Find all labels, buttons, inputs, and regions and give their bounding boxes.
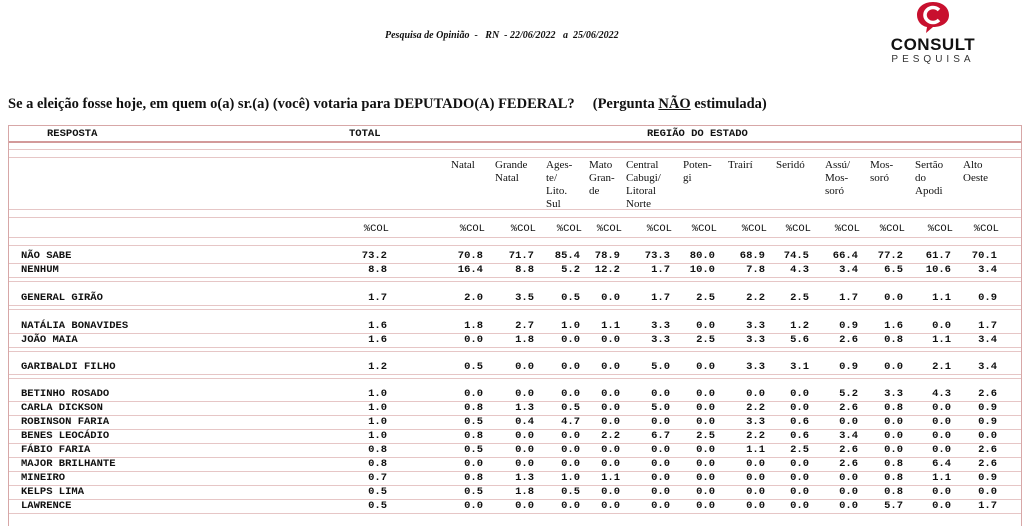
region-value: 2.6 [978, 458, 997, 470]
region-value: 0.0 [932, 500, 951, 512]
region-value: 71.7 [508, 250, 534, 262]
pct-col-label: %COL [741, 223, 767, 235]
consult-logo [884, 0, 982, 70]
region-value: 66.4 [832, 250, 858, 262]
region-value: 3.4 [978, 264, 997, 276]
pct-col-label: %COL [785, 223, 811, 235]
total-value: 0.5 [368, 500, 387, 512]
logo-name: CONSULT [890, 35, 976, 54]
report-header: Pesquisa de Opinião - RN - 22/06/2022 a 25/06/2022 [385, 30, 619, 41]
row-divider [9, 217, 1021, 218]
region-value: 0.9 [978, 402, 997, 414]
region-value: 0.0 [932, 444, 951, 456]
region-value: 78.9 [594, 250, 620, 262]
region-value: 2.7 [515, 320, 534, 332]
pct-col-label: %COL [459, 223, 485, 235]
respondent-name: NENHUM [21, 264, 59, 276]
region-value: 2.0 [464, 292, 483, 304]
row-divider [9, 378, 1021, 379]
region-value: 0.0 [790, 486, 809, 498]
region-value: 73.3 [644, 250, 670, 262]
respondent-name: BENES LEOCÁDIO [21, 430, 110, 442]
region-value: 5.0 [651, 402, 670, 414]
region-value: 0.0 [601, 500, 620, 512]
region-value: 3.4 [978, 334, 997, 346]
pct-col-label: %COL [927, 223, 953, 235]
region-value: 0.0 [651, 444, 670, 456]
region-value: 3.3 [746, 334, 765, 346]
row-divider [9, 237, 1021, 238]
region-value: 3.3 [746, 361, 765, 373]
region-value: 0.0 [696, 361, 715, 373]
region-value: 0.6 [790, 430, 809, 442]
total-value: 1.7 [368, 292, 387, 304]
region-value: 0.4 [515, 416, 534, 428]
region-value: 0.0 [932, 416, 951, 428]
region-value: 0.0 [790, 388, 809, 400]
total-value: 1.0 [368, 388, 387, 400]
region-value: 2.2 [601, 430, 620, 442]
region-value: 0.0 [696, 388, 715, 400]
region-value: 0.6 [790, 416, 809, 428]
region-value: 4.3 [790, 264, 809, 276]
region-value: 0.0 [464, 458, 483, 470]
region-value: 0.5 [464, 444, 483, 456]
region-value: 0.8 [884, 334, 903, 346]
region-value: 0.8 [464, 472, 483, 484]
region-value: 7.8 [746, 264, 765, 276]
row-divider [9, 281, 1021, 282]
pct-col-label: %COL [646, 223, 672, 235]
region-value: 68.9 [739, 250, 765, 262]
region-value: 16.4 [457, 264, 483, 276]
region-value: 1.2 [790, 320, 809, 332]
region-value: 3.3 [651, 334, 670, 346]
region-value: 0.0 [561, 444, 580, 456]
region-value: 0.0 [696, 458, 715, 470]
region-value: 4.7 [561, 416, 580, 428]
region-value: 4.3 [932, 388, 951, 400]
region-value: 0.0 [884, 292, 903, 304]
region-value: 0.0 [746, 486, 765, 498]
region-value: 0.0 [601, 486, 620, 498]
total-value: 1.0 [368, 416, 387, 428]
region-column-header: Natal [451, 159, 475, 171]
region-value: 1.3 [515, 402, 534, 414]
region-value: 0.8 [884, 458, 903, 470]
region-value: 0.0 [696, 320, 715, 332]
region-column-header: Trairí [728, 159, 753, 171]
region-value: 0.5 [464, 416, 483, 428]
region-column-header: Grande Natal [495, 159, 528, 184]
respondent-name: ROBINSON FARIA [21, 416, 110, 428]
region-value: 0.0 [839, 416, 858, 428]
region-value: 12.2 [594, 264, 620, 276]
region-value: 0.0 [884, 430, 903, 442]
region-value: 1.1 [932, 472, 951, 484]
respondent-name: LAWRENCE [21, 500, 72, 512]
question-part2: estimulada) [690, 96, 767, 112]
region-value: 0.0 [515, 430, 534, 442]
region-value: 2.6 [839, 458, 858, 470]
region-value: 0.0 [601, 361, 620, 373]
region-value: 2.6 [839, 334, 858, 346]
region-value: 0.0 [515, 444, 534, 456]
region-value: 0.0 [746, 472, 765, 484]
total-header: TOTAL [349, 128, 381, 140]
region-value: 1.7 [839, 292, 858, 304]
respondent-name: NATÁLIA BONAVIDES [21, 320, 129, 332]
pct-col-label: %COL [879, 223, 905, 235]
region-value: 0.0 [884, 416, 903, 428]
region-value: 0.0 [932, 402, 951, 414]
region-value: 2.6 [978, 388, 997, 400]
region-value: 0.0 [696, 416, 715, 428]
region-value: 5.2 [839, 388, 858, 400]
region-value: 0.8 [464, 430, 483, 442]
region-value: 3.4 [839, 430, 858, 442]
region-value: 0.9 [978, 416, 997, 428]
row-divider [9, 209, 1021, 210]
region-value: 77.2 [877, 250, 903, 262]
total-value: 1.0 [368, 430, 387, 442]
region-value: 3.3 [746, 416, 765, 428]
region-value: 1.3 [515, 472, 534, 484]
region-value: 3.3 [651, 320, 670, 332]
logo-mark-icon [914, 0, 952, 34]
region-value: 1.8 [464, 320, 483, 332]
region-value: 3.4 [839, 264, 858, 276]
region-value: 0.0 [696, 444, 715, 456]
region-value: 0.8 [464, 402, 483, 414]
region-value: 0.8 [884, 486, 903, 498]
total-value: 0.5 [368, 486, 387, 498]
region-value: 2.5 [696, 430, 715, 442]
row-divider [9, 374, 1021, 375]
region-value: 10.6 [925, 264, 951, 276]
region-value: 0.0 [464, 500, 483, 512]
region-value: 0.0 [651, 500, 670, 512]
pct-col-label: %COL [691, 223, 717, 235]
row-divider [9, 309, 1021, 310]
total-value: 1.6 [368, 320, 387, 332]
region-value: 0.0 [932, 430, 951, 442]
question-part1: Se a eleição fosse hoje, em quem o(a) sr.(a) (você) votaria para DEPUTADO(A) FEDERAL? (Pergunta [8, 96, 659, 112]
region-column-header: Mos- soró [870, 159, 894, 184]
region-value: 0.0 [601, 458, 620, 470]
region-value: 0.0 [561, 334, 580, 346]
region-value: 2.6 [839, 444, 858, 456]
region-value: 2.5 [790, 292, 809, 304]
region-value: 0.0 [696, 472, 715, 484]
pct-col-label: %COL [596, 223, 622, 235]
region-value: 2.5 [696, 292, 715, 304]
total-value: 1.2 [368, 361, 387, 373]
region-column-header: Seridó [776, 159, 805, 171]
region-value: 0.0 [464, 388, 483, 400]
region-value: 5.6 [790, 334, 809, 346]
row-divider [9, 351, 1021, 352]
region-value: 2.6 [978, 444, 997, 456]
respondent-name: NÃO SABE [21, 250, 72, 262]
region-value: 3.1 [790, 361, 809, 373]
region-value: 0.0 [561, 430, 580, 442]
row-divider [9, 347, 1021, 348]
region-value: 1.7 [978, 500, 997, 512]
region-column-header: Ages- te/ Lito. Sul [546, 159, 573, 210]
region-value: 0.0 [515, 388, 534, 400]
regiao-header: REGIÃO DO ESTADO [647, 128, 748, 140]
region-value: 80.0 [689, 250, 715, 262]
region-value: 0.0 [651, 472, 670, 484]
region-value: 0.0 [601, 416, 620, 428]
region-value: 70.1 [971, 250, 997, 262]
region-value: 0.0 [746, 388, 765, 400]
region-value: 0.9 [839, 361, 858, 373]
region-value: 0.0 [601, 444, 620, 456]
region-value: 1.1 [932, 292, 951, 304]
region-value: 0.0 [601, 402, 620, 414]
total-value: 0.8 [368, 444, 387, 456]
region-value: 3.4 [978, 361, 997, 373]
pct-col-label: %COL [510, 223, 536, 235]
region-value: 0.0 [978, 486, 997, 498]
region-column-header: Sertão do Apodi [915, 159, 944, 197]
row-divider [9, 149, 1021, 150]
row-divider [9, 305, 1021, 306]
region-value: 0.5 [561, 486, 580, 498]
region-value: 0.0 [978, 430, 997, 442]
region-value: 5.0 [651, 361, 670, 373]
region-value: 1.7 [651, 264, 670, 276]
region-value: 0.0 [696, 500, 715, 512]
region-value: 5.7 [884, 500, 903, 512]
respondent-name: BETINHO ROSADO [21, 388, 110, 400]
respondent-name: FÁBIO FARIA [21, 444, 91, 456]
region-value: 0.0 [932, 486, 951, 498]
region-value: 1.7 [978, 320, 997, 332]
region-value: 70.8 [457, 250, 483, 262]
region-value: 1.1 [601, 320, 620, 332]
region-value: 1.1 [932, 334, 951, 346]
region-column-header: Central Cabugi/ Litoral Norte [626, 159, 661, 210]
region-value: 0.0 [561, 361, 580, 373]
region-value: 0.9 [839, 320, 858, 332]
row-divider [9, 513, 1021, 514]
region-column-header: Assú/ Mos- soró [825, 159, 851, 197]
region-value: 0.0 [601, 388, 620, 400]
region-value: 0.0 [561, 500, 580, 512]
pct-col-label: %COL [556, 223, 582, 235]
region-value: 0.9 [978, 472, 997, 484]
region-value: 6.4 [932, 458, 951, 470]
region-value: 0.0 [651, 416, 670, 428]
row-divider [9, 157, 1021, 158]
region-value: 1.1 [601, 472, 620, 484]
region-value: 0.0 [561, 388, 580, 400]
region-value: 2.5 [790, 444, 809, 456]
region-column-header: Mato Gran- de [589, 159, 615, 197]
region-value: 6.5 [884, 264, 903, 276]
row-divider [9, 245, 1021, 246]
region-value: 0.0 [696, 486, 715, 498]
region-value: 2.1 [932, 361, 951, 373]
region-value: 0.0 [746, 458, 765, 470]
region-value: 6.7 [651, 430, 670, 442]
respondent-name: KELPS LIMA [21, 486, 85, 498]
respondent-name: GARIBALDI FILHO [21, 361, 116, 373]
pct-col-label: %COL [834, 223, 860, 235]
region-value: 1.6 [884, 320, 903, 332]
pct-col-label: %COL [363, 223, 389, 235]
region-value: 2.2 [746, 430, 765, 442]
region-value: 5.2 [561, 264, 580, 276]
region-column-header: Poten- gi [683, 159, 712, 184]
region-value: 1.0 [561, 320, 580, 332]
region-value: 0.0 [746, 500, 765, 512]
region-value: 2.2 [746, 402, 765, 414]
region-value: 0.8 [884, 472, 903, 484]
question-text [8, 96, 767, 113]
region-value: 0.9 [978, 292, 997, 304]
region-value: 0.0 [601, 292, 620, 304]
total-value: 0.8 [368, 458, 387, 470]
row-divider [9, 141, 1021, 143]
respondent-name: GENERAL GIRÃO [21, 292, 103, 304]
region-value: 8.8 [515, 264, 534, 276]
total-value: 1.0 [368, 402, 387, 414]
region-value: 0.0 [790, 458, 809, 470]
region-value: 61.7 [925, 250, 951, 262]
region-value: 0.0 [790, 472, 809, 484]
region-value: 0.0 [515, 361, 534, 373]
total-value: 1.6 [368, 334, 387, 346]
total-value: 8.8 [368, 264, 387, 276]
region-value: 10.0 [689, 264, 715, 276]
respondent-name: CARLA DICKSON [21, 402, 103, 414]
region-column-header: Alto Oeste [963, 159, 989, 184]
region-value: 3.3 [746, 320, 765, 332]
region-value: 3.3 [884, 388, 903, 400]
region-value: 0.0 [515, 500, 534, 512]
region-value: 0.0 [464, 334, 483, 346]
pct-col-label: %COL [973, 223, 999, 235]
region-value: 0.8 [884, 402, 903, 414]
total-value: 73.2 [361, 250, 387, 262]
region-value: 0.5 [464, 361, 483, 373]
region-value: 0.0 [651, 486, 670, 498]
region-value: 0.0 [884, 361, 903, 373]
respondent-name: MAJOR BRILHANTE [21, 458, 116, 470]
region-value: 2.6 [839, 402, 858, 414]
region-value: 1.0 [561, 472, 580, 484]
region-value: 85.4 [554, 250, 580, 262]
region-value: 1.1 [746, 444, 765, 456]
region-value: 0.0 [932, 320, 951, 332]
results-table [8, 125, 1022, 526]
respondent-name: JOÃO MAIA [21, 334, 78, 346]
region-value: 0.0 [696, 402, 715, 414]
region-value: 1.8 [515, 486, 534, 498]
region-value: 0.0 [839, 500, 858, 512]
region-value: 0.0 [884, 444, 903, 456]
region-value: 0.0 [651, 458, 670, 470]
region-value: 0.5 [561, 402, 580, 414]
respondent-name: MINEIRO [21, 472, 66, 484]
region-value: 3.5 [515, 292, 534, 304]
region-value: 0.0 [651, 388, 670, 400]
region-value: 0.0 [790, 402, 809, 414]
region-value: 0.5 [464, 486, 483, 498]
region-value: 0.0 [561, 458, 580, 470]
total-value: 0.7 [368, 472, 387, 484]
region-value: 2.5 [696, 334, 715, 346]
region-value: 0.0 [839, 486, 858, 498]
logo-subtitle: PESQUISA [891, 54, 975, 65]
region-value: 0.0 [515, 458, 534, 470]
region-value: 1.8 [515, 334, 534, 346]
region-value: 0.0 [790, 500, 809, 512]
resposta-header: RESPOSTA [47, 128, 98, 140]
question-emphasis: NÃO [658, 96, 691, 112]
region-value: 2.2 [746, 292, 765, 304]
region-value: 0.5 [561, 292, 580, 304]
region-value: 0.0 [839, 472, 858, 484]
region-value: 74.5 [783, 250, 809, 262]
region-value: 0.0 [601, 334, 620, 346]
region-value: 1.7 [651, 292, 670, 304]
row-divider [9, 277, 1021, 278]
